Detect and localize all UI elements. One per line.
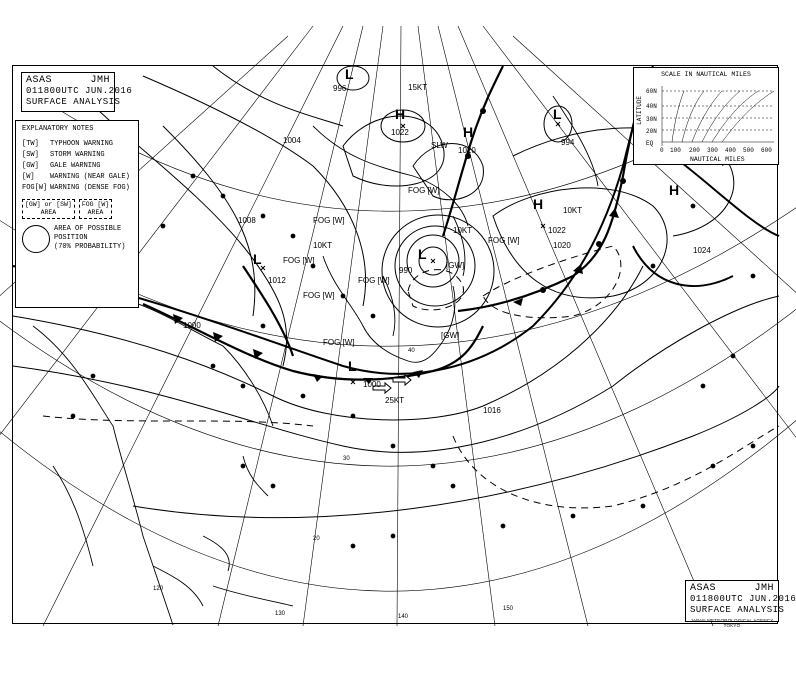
cold-front-triangle [313,374,323,382]
coastline [383,276,395,336]
fog-warning-label: FOG [W] [283,256,315,265]
longitude-label: 150 [503,606,514,612]
coastline [243,456,268,496]
pressure-label: 1022 [548,226,566,235]
station-marker [301,394,305,398]
scale-x-tick: 200 [689,147,700,154]
pressure-label: 1020 [458,146,476,155]
station-marker [351,544,355,548]
note-row [22,140,132,149]
station-marker [391,444,395,448]
station-marker [211,364,215,368]
note-row [22,184,132,193]
station-marker [271,484,275,488]
gale-warning-label: [GW] [446,261,465,270]
title-box-top [21,72,133,112]
front-triangle [609,208,619,218]
pressure-label: 1000 [183,321,201,330]
station-marker [641,504,645,508]
analysis-time: 011800UTC JUN.2016 [26,86,133,96]
weather-chart-frame [12,65,796,628]
warm-front-dot [596,241,602,247]
note-row [22,151,132,160]
station-marker [241,384,245,388]
probability-label: (70% PROBABILITY) [54,243,126,251]
note-code: [TW] [22,140,39,148]
station-plots [71,174,755,548]
analysis-time: 011800UTC JUN.2016 [690,594,796,604]
scale-lat-tick: 30N [646,116,657,123]
isobar-thick-line [673,156,779,236]
warm-front-dot [540,287,546,293]
title-box-bottom [685,580,796,622]
pressure-label: 1004 [283,136,301,145]
scale-x-tick: 100 [670,147,681,154]
scale-x-tick: 500 [743,147,754,154]
station-marker [701,384,705,388]
scale-lat-tick: 60N [646,88,657,95]
low-marker-990: L [418,246,427,262]
note-row [22,173,132,182]
coastline [33,326,173,625]
area-sample-sub: AREA [87,209,104,216]
station-marker [261,324,265,328]
note-code: [W] [22,173,35,181]
station-marker [91,374,95,378]
station-marker [691,204,695,208]
area-legend [22,199,132,219]
latitude-label: 30 [343,456,350,462]
scale-x-tick: 600 [761,147,772,154]
fog-warning-label: FOG [W] [303,291,335,300]
longitude-label: 130 [275,611,286,617]
scale-lat-tick: 40N [646,103,657,110]
fog-warning-label: FOG [W] [408,186,440,195]
station-marker [71,414,75,418]
meridian-line [218,26,363,626]
pressure-label: 1020 [553,241,571,250]
scale-title: SCALE IN NAUTICAL MILES [661,71,751,78]
warm-front-dot [620,178,626,184]
station-marker [451,484,455,488]
pressure-label: 996 [333,84,347,93]
pressure-label: 1024 [693,246,711,255]
coastline [53,466,93,566]
station-marker [371,314,375,318]
scale-x-label: NAUTICAL MILES [690,156,745,163]
station-marker [261,214,265,218]
pressure-label: 1022 [391,128,409,137]
station-marker [431,464,435,468]
scale-latitude-label: LATITUDE [636,96,643,125]
nautical-mile-scale [633,67,779,165]
isobar-line [133,386,779,518]
note-code: [SW] [22,151,39,159]
analysis-type: SURFACE ANALYSIS [690,605,785,615]
speed-label: 10KT [313,241,333,250]
note-text: WARNING (DENSE FOG) [50,184,130,192]
latitude-label: 40 [408,348,415,354]
low-marker-996: L [345,66,354,82]
note-text: STORM WARNING [50,151,105,159]
station-marker [651,264,655,268]
agency-label: ASAS [690,583,717,594]
notes-title: EXPLANATORY NOTES [22,125,94,133]
area-sample-label: FOG [W] [81,201,110,208]
coastline [203,536,229,571]
high-marker-east: H [669,182,680,198]
possible-position-label: AREA OF POSSIBLE POSITION [54,225,122,242]
fog-warning-label: FOG [W] [323,338,355,347]
center-x [556,122,560,126]
speed-label: 10KT [453,226,473,235]
station-marker [221,194,225,198]
low-marker-1000: L [348,358,357,374]
agency-label: ASAS [26,75,53,86]
station-marker [751,444,755,448]
station-marker [161,224,165,228]
longitude-label: 140 [398,614,409,620]
fog-warning-label: FOG [W] [313,216,345,225]
slw-label: SLW [431,141,448,150]
agency-credit: JAPAN METEOROLOGICAL AGENCY TOKYO [690,618,774,628]
possible-position-circle-icon [22,225,50,253]
note-text: TYPHOON WARNING [50,140,114,148]
latitude-label: 20 [313,536,320,542]
station-marker [751,274,755,278]
dashed-line [483,246,621,318]
low-marker-994: L [553,106,562,122]
scale-graph [662,86,774,148]
explanatory-notes [15,120,139,308]
fog-warning-label: FOG [W] [358,276,390,285]
pressure-label: 1008 [238,216,256,225]
station-marker [191,174,195,178]
note-code: [GW] [22,162,39,170]
pressure-label: 990 [399,266,413,275]
fog-area-sample [79,199,112,219]
pressure-label: 994 [561,138,575,147]
org-label: JMH [754,583,774,594]
dashed-line [453,426,779,508]
note-text: GALE WARNING [50,162,101,170]
scale-lat-tick: 20N [646,128,657,135]
station-marker [731,354,735,358]
coastline [408,286,455,362]
station-marker [711,464,715,468]
area-sample-sub: AREA [40,209,57,216]
speed-label: 25KT [385,396,405,405]
note-text: WARNING (NEAR GALE) [50,173,130,181]
pressure-label: 1016 [483,406,501,415]
center-x [431,259,435,263]
analysis-type: SURFACE ANALYSIS [26,97,121,107]
isobar-line [143,76,366,306]
isobar-thick-line [633,246,733,286]
station-marker [501,524,505,528]
speed-label: 10KT [563,206,583,215]
gale-warning-label: [GW] [441,331,460,340]
note-code: FOG[W] [22,184,48,192]
gale-storm-area-sample [22,199,75,219]
scale-x-tick: 0 [660,147,664,154]
scale-lat-tick: EQ [646,140,654,147]
dashed-lines [43,246,779,508]
scale-x-tick: 400 [725,147,736,154]
speed-label: 15KT [408,83,428,92]
longitude-label: 120 [153,586,164,592]
station-marker [391,534,395,538]
scale-x-tick: 300 [707,147,718,154]
meridian-line [438,26,588,626]
possible-position-legend [22,225,132,253]
station-marker [351,414,355,418]
fog-warning-label: FOG [W] [488,236,520,245]
high-marker-1022b: H [533,196,544,212]
pressure-label: 1012 [268,276,286,285]
station-marker [291,234,295,238]
station-marker [241,464,245,468]
high-marker-1020: H [463,124,474,140]
pressure-label: 1000 [363,380,381,389]
isobar-line [213,66,343,126]
org-label: JMH [90,75,110,86]
station-marker [571,514,575,518]
high-marker-1022: H [395,106,406,122]
center-x [541,224,545,228]
occluded-front-dot [480,108,486,114]
station-marker [341,294,345,298]
isobar-line [343,116,444,186]
low-marker-1012: L [253,251,262,267]
note-row [22,162,132,171]
area-sample-label: [GW] or [SW] [25,201,72,208]
